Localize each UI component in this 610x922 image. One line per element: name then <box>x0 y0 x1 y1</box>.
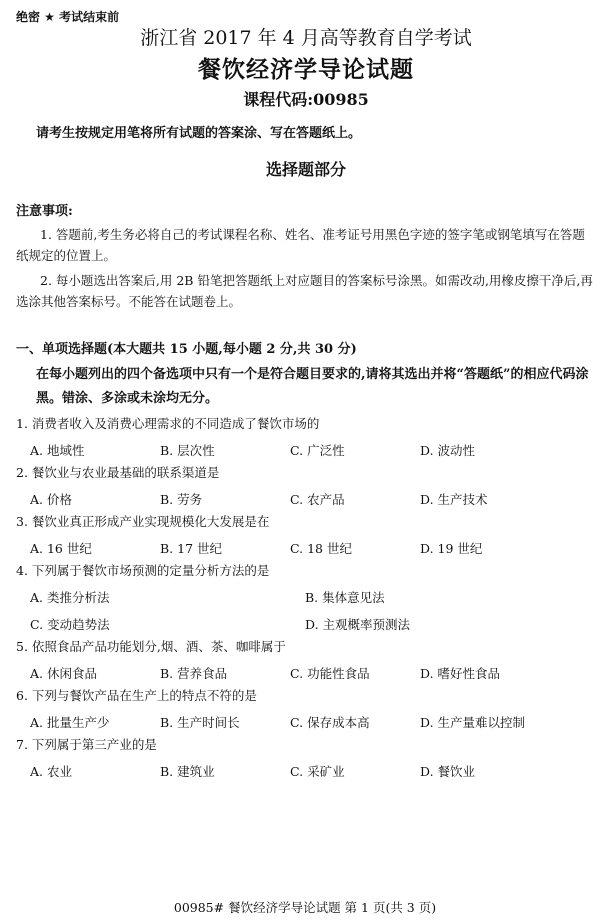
option-d: D. 波动性 <box>420 443 476 458</box>
options-row <box>16 540 596 558</box>
question-stem: 1. 消费者收入及消费心理需求的不同造成了餐饮市场的 <box>16 416 320 431</box>
note-item: 2. 每小题选出答案后,用 2B 铅笔把答题纸上对应题目的答案标号涂黑。如需改动,用橡皮擦干净后,再选涂其他答案标号。不能答在试题卷上。 <box>16 273 593 309</box>
answer-instruction: 请考生按规定用笔将所有试题的答案涂、写在答题纸上。 <box>36 126 362 141</box>
note-item: 1. 答题前,考生务必将自己的考试课程名称、姓名、准考证号用黑色字迹的签字笔或钢笔填写在答题纸规定的位置上。 <box>16 227 585 263</box>
option-b: B. 建筑业 <box>160 764 215 779</box>
option-a: A. 16 世纪 <box>30 541 92 556</box>
option-a: A. 批量生产少 <box>30 715 110 730</box>
option-a: A. 农业 <box>30 764 72 779</box>
exam-name: 浙江省 2017 年 4 月高等教育自学考试 <box>140 27 472 49</box>
option-d: D. 生产量难以控制 <box>420 715 526 730</box>
question-stem: 7. 下列属于第三产业的是 <box>16 737 157 752</box>
part-title: 选择题部分 <box>265 160 346 179</box>
question-stem: 5. 依照食品产品功能划分,烟、酒、茶、咖啡属于 <box>16 639 286 654</box>
section-heading: 一、单项选择题(本大题共 15 小题,每小题 2 分,共 30 分) <box>16 342 357 357</box>
option-c: C. 保存成本高 <box>290 715 370 730</box>
option-b: B. 17 世纪 <box>160 541 223 556</box>
question-stem: 3. 餐饮业真正形成产业实现规模化大发展是在 <box>16 514 270 529</box>
option-a: A. 价格 <box>30 492 72 507</box>
option-d: D. 主观概率预测法 <box>305 617 411 632</box>
options-row <box>16 714 596 732</box>
option-b: B. 集体意见法 <box>305 590 385 605</box>
option-b: B. 层次性 <box>160 443 215 458</box>
option-c: C. 功能性食品 <box>290 666 370 681</box>
question-stem: 6. 下列与餐饮产品在生产上的特点不符的是 <box>16 688 257 703</box>
question-stem: 2. 餐饮业与农业最基础的联系渠道是 <box>16 465 220 480</box>
option-c: C. 变动趋势法 <box>30 617 110 632</box>
option-b: B. 劳务 <box>160 492 203 507</box>
option-c: C. 18 世纪 <box>290 541 352 556</box>
option-d: D. 嗜好性食品 <box>420 666 501 681</box>
options-row <box>16 665 596 683</box>
option-a: A. 休闲食品 <box>30 666 97 681</box>
options-grid <box>16 589 596 634</box>
notes-heading: 注意事项: <box>16 204 73 219</box>
option-b: B. 生产时间长 <box>160 715 240 730</box>
option-a: A. 类推分析法 <box>30 590 110 605</box>
course-code: 课程代码:00985 <box>243 90 369 109</box>
question-stem: 4. 下列属于餐饮市场预测的定量分析方法的是 <box>16 563 270 578</box>
option-c: C. 广泛性 <box>290 443 345 458</box>
option-d: D. 生产技术 <box>420 492 488 507</box>
option-b: B. 营养食品 <box>160 666 228 681</box>
confidential-label: 绝密 ★ 考试结束前 <box>16 10 120 24</box>
option-a: A. 地域性 <box>30 443 85 458</box>
page-footer: 00985# 餐饮经济学导论试题 第 1 页(共 3 页) <box>173 900 437 915</box>
page-title: 餐饮经济学导论试题 <box>198 56 414 83</box>
option-c: C. 采矿业 <box>290 764 345 779</box>
options-row <box>16 763 596 781</box>
section-description: 在每小题列出的四个备选项中只有一个是符合题目要求的,请将其选出并将“答题纸”的相应代码涂黑。错涂、多涂或未涂均无分。 <box>36 367 589 406</box>
option-d: D. 19 世纪 <box>420 541 483 556</box>
option-d: D. 餐饮业 <box>420 764 476 779</box>
options-row <box>16 442 596 460</box>
options-row <box>16 491 596 509</box>
option-c: C. 农产品 <box>290 492 345 507</box>
